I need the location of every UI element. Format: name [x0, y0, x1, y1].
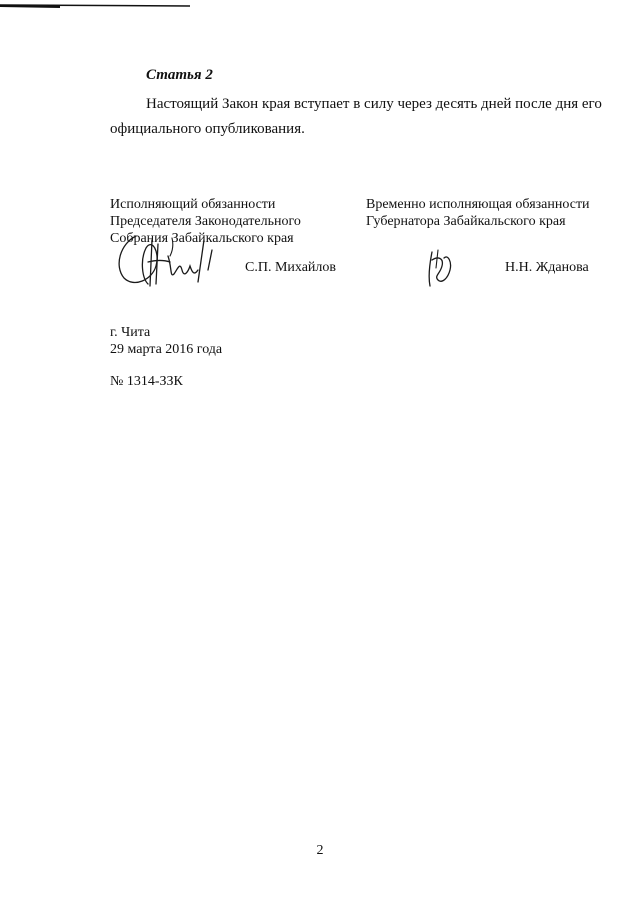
signing-date: 29 марта 2016 года — [110, 342, 223, 357]
page-number: 2 — [316, 843, 324, 858]
top-rule — [0, 0, 640, 12]
left-handwritten-signature — [112, 226, 222, 292]
left-signer-name: С.П. Михайлов — [245, 260, 337, 275]
right-signer-name: Н.Н. Жданова — [505, 260, 589, 275]
place-of-signing: г. Чита — [110, 325, 151, 340]
right-handwritten-signature — [424, 246, 458, 290]
right-title-line-1: Временно исполняющая обязанности — [366, 197, 590, 212]
paragraph-line-2: официального опубликования. — [110, 121, 305, 137]
law-number: № 1314-ЗЗК — [110, 374, 183, 389]
left-title-line-1: Исполняющий обязанности — [110, 197, 276, 212]
right-title-line-2: Губернатора Забайкальского края — [366, 214, 566, 229]
left-title-line-2: Председателя Законодательного — [110, 214, 301, 229]
paragraph-line-1: Настоящий Закон края вступает в силу через десять дней после дня его — [146, 96, 602, 112]
left-title-line-3: Собрания Забайкальского края — [110, 231, 294, 246]
right-signatory-title — [366, 196, 590, 230]
article-heading: Статья 2 — [146, 67, 213, 83]
